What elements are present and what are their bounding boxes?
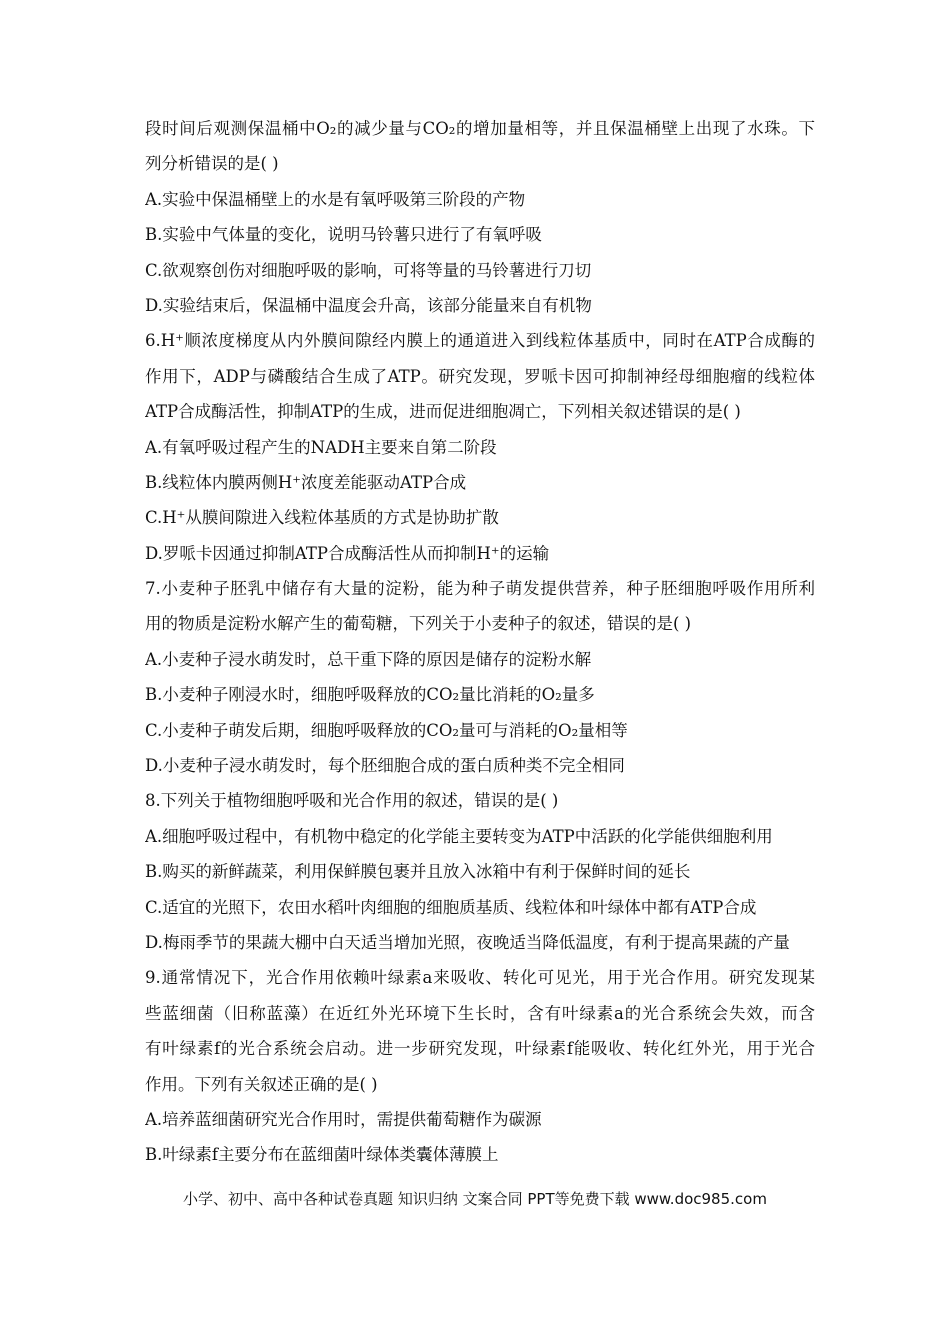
question-text-body xyxy=(145,111,815,1173)
text-line: A.实验中保温桶壁上的水是有氧呼吸第三阶段的产物 xyxy=(145,189,526,209)
page-footer: 小学、初中、高中各种试卷真题 知识归纳 文案合同 PPT等免费下载 www.doc985.com xyxy=(183,1190,767,1208)
text-line: 些蓝细菌（旧称蓝藻）在近红外光环境下生长时，含有叶绿素a的光合系统会失效，而含 xyxy=(145,1003,815,1023)
text-line: 7.小麦种子胚乳中储存有大量的淀粉，能为种子萌发提供营养，种子胚细胞呼吸作用所利 xyxy=(145,579,815,599)
text-line: C.适宜的光照下，农田水稻叶肉细胞的细胞质基质、线粒体和叶绿体中都有ATP合成 xyxy=(145,897,757,917)
text-line: 用的物质是淀粉水解产生的葡萄糖，下列关于小麦种子的叙述，错误的是( ) xyxy=(145,614,692,634)
text-line: D.梅雨季节的果蔬大棚中白天适当增加光照，夜晚适当降低温度，有利于提高果蔬的产量 xyxy=(145,932,790,952)
text-line: 列分析错误的是( ) xyxy=(145,154,279,174)
text-line: 8.下列关于植物细胞呼吸和光合作用的叙述，错误的是( ) xyxy=(145,791,559,811)
text-line: B.小麦种子刚浸水时，细胞呼吸释放的CO₂量比消耗的O₂量多 xyxy=(145,685,595,705)
text-line: 作用下，ADP与磷酸结合生成了ATP。研究发现，罗哌卡因可抑制神经母细胞瘤的线粒体 xyxy=(145,366,815,386)
text-line: D.实验结束后，保温桶中温度会升高，该部分能量来自有机物 xyxy=(145,295,592,315)
text-line: A.小麦种子浸水萌发时，总干重下降的原因是储存的淀粉水解 xyxy=(145,649,592,669)
text-line: 作用。下列有关叙述正确的是( ) xyxy=(145,1074,378,1094)
text-line: B.线粒体内膜两侧H⁺浓度差能驱动ATP合成 xyxy=(145,472,467,492)
text-line: B.叶绿素f主要分布在蓝细菌叶绿体类囊体薄膜上 xyxy=(145,1145,499,1165)
text-line: ATP合成酶活性，抑制ATP的生成，进而促进细胞凋亡，下列相关叙述错误的是( ) xyxy=(145,402,741,422)
text-line: B.实验中气体量的变化，说明马铃薯只进行了有氧呼吸 xyxy=(145,225,542,245)
text-line: 有叶绿素f的光合系统会启动。进一步研究发现，叶绿素f能吸收、转化红外光，用于光合 xyxy=(145,1039,815,1059)
text-line: 9.通常情况下，光合作用依赖叶绿素a来吸收、转化可见光，用于光合作用。研究发现某 xyxy=(145,968,815,988)
text-line: A.细胞呼吸过程中，有机物中稳定的化学能主要转变为ATP中活跃的化学能供细胞利用 xyxy=(145,826,773,846)
text-line: A.培养蓝细菌研究光合作用时，需提供葡萄糖作为碳源 xyxy=(145,1109,542,1129)
text-line: 段时间后观测保温桶中O₂的减少量与CO₂的增加量相等，并且保温桶壁上出现了水珠。下 xyxy=(145,119,815,138)
text-line: D.小麦种子浸水萌发时，每个胚细胞合成的蛋白质种类不完全相同 xyxy=(145,756,625,776)
text-line: C.H⁺从膜间隙进入线粒体基质的方式是协助扩散 xyxy=(145,508,499,528)
text-line: C.欲观察创伤对细胞呼吸的影响，可将等量的马铃薯进行刀切 xyxy=(145,260,592,280)
text-line: B.购买的新鲜蔬菜，利用保鲜膜包裹并且放入冰箱中有利于保鲜时间的延长 xyxy=(145,862,691,882)
text-line: 6.H⁺顺浓度梯度从内外膜间隙经内膜上的通道进入到线粒体基质中，同时在ATP合成酶的 xyxy=(145,331,815,351)
text-line: A.有氧呼吸过程产生的NADH主要来自第二阶段 xyxy=(145,437,497,457)
text-line: D.罗哌卡因通过抑制ATP合成酶活性从而抑制H⁺的运输 xyxy=(145,543,550,563)
text-line: C.小麦种子萌发后期，细胞呼吸释放的CO₂量可与消耗的O₂量相等 xyxy=(145,720,628,740)
